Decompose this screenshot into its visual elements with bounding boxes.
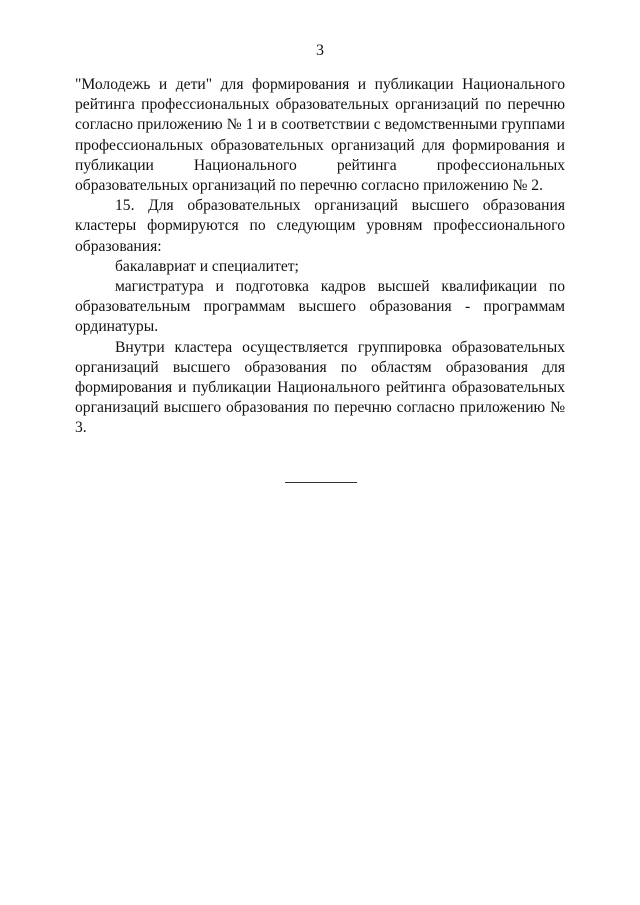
document-body (75, 75, 565, 439)
paragraph-continuation: "Молодежь и дети" для формирования и публикации Национального рейтинга профессиональных образовательных организаций по перечню согласно приложению № 1 и в соответствии с ведомственными группами профессиональных образовательных организаций для формирования и публикации Национального рейтинга профессиональных образовательных организаций по перечню согласно приложению № 2. (75, 76, 565, 195)
paragraph-cluster-grouping: Внутри кластера осуществляется группировка образовательных организаций высшего образования по областям образования для формирования и публикации Национального рейтинга образовательных организаций высшего образования по перечню согласно приложению № 3. (75, 338, 565, 437)
list-item-bachelor: бакалавриат и специалитет; (115, 257, 299, 275)
end-of-text-rule (285, 482, 357, 483)
page-number: 3 (316, 42, 324, 59)
paragraph-clause-15: 15. Для образовательных организаций высшего образования кластеры формируются по следующим уровням профессионального образования: (75, 197, 565, 255)
list-item-master: магистратура и подготовка кадров высшей квалификации по образовательным программам высшего образования - программам ординатуры. (75, 278, 565, 336)
